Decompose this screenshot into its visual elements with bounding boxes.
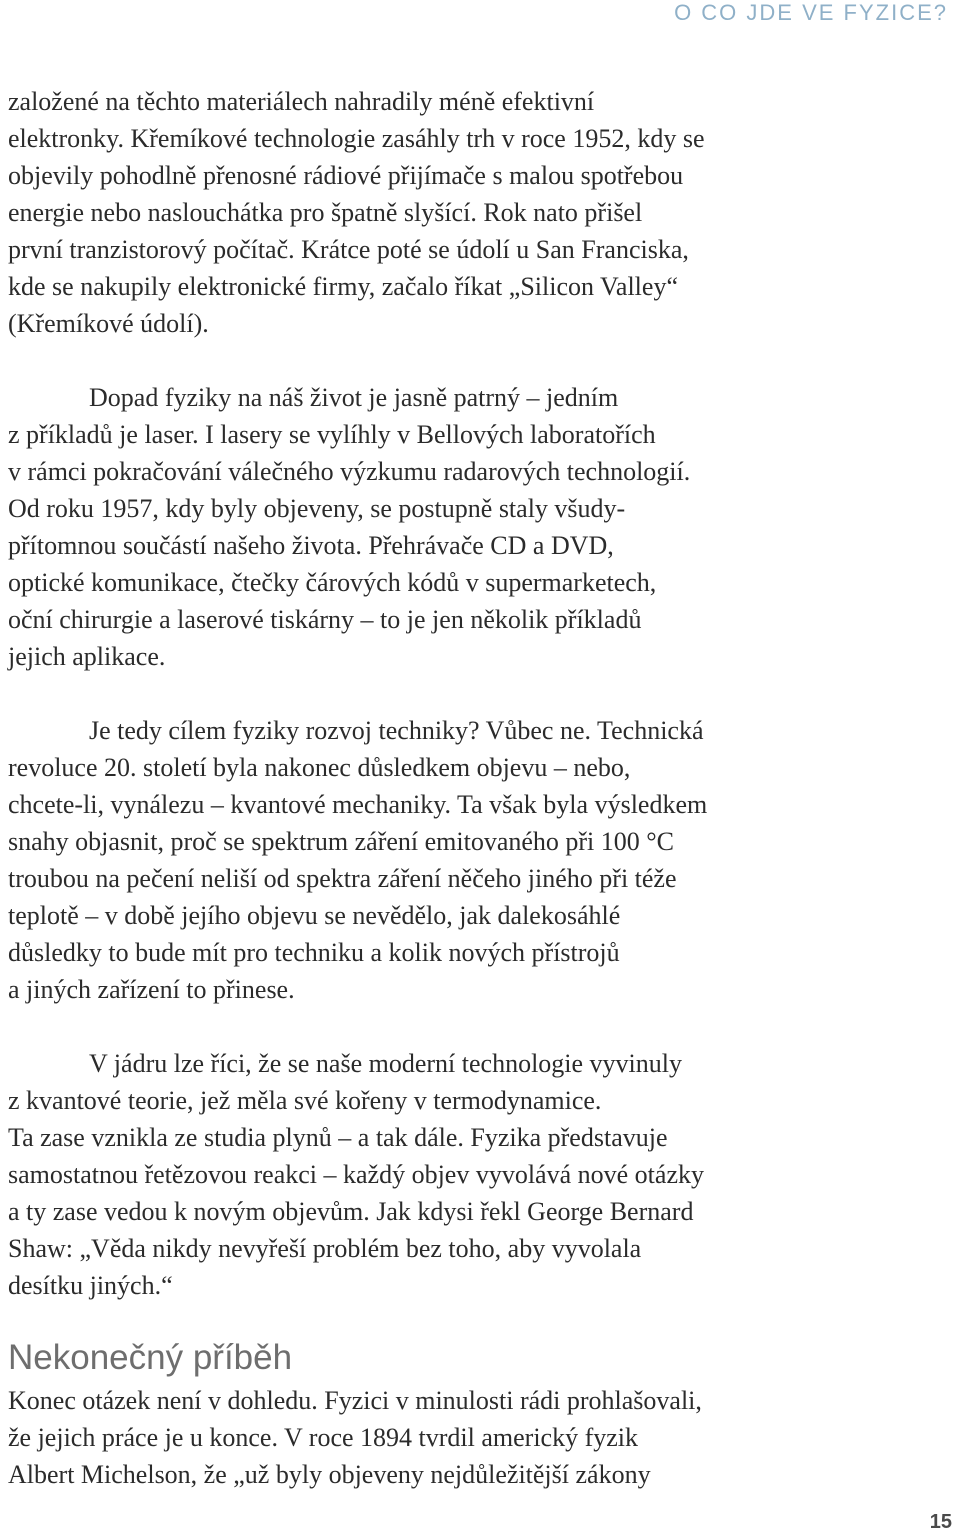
paragraph-endless-story [8, 1382, 948, 1493]
text-line: objevily pohodlně přenosné rádiové přijímače s malou spotřebou [8, 161, 684, 190]
text-line: z kvantové teorie, jež měla své kořeny v termodynamice. [8, 1086, 602, 1115]
text-line: (Křemíkové údolí). [8, 309, 209, 338]
section-heading: Nekonečný příběh [8, 1338, 293, 1377]
text-line: v rámci pokračování válečného výzkumu radarových technologií. [8, 457, 691, 486]
text-line: přítomnou součástí našeho života. Přehrávače CD a DVD, [8, 531, 614, 560]
text-line: důsledky to bude mít pro techniku a kolik nových přístrojů [8, 938, 620, 967]
text-line: Dopad fyziky na náš život je jasně patrný – jedním [89, 383, 619, 412]
page-number: 15 [929, 1511, 952, 1533]
page-body [8, 83, 948, 1493]
text-line: chcete-li, vynálezu – kvantové mechaniky. Ta však byla výsledkem [8, 790, 708, 819]
text-line: optické komunikace, čtečky čárových kódů v supermarketech, [8, 568, 657, 597]
paragraph-gap [8, 1008, 948, 1045]
text-line: desítku jiných.“ [8, 1271, 173, 1300]
text-line: Albert Michelson, že „už byly objeveny nejdůležitější zákony [8, 1460, 651, 1489]
paragraph-gap [8, 342, 948, 379]
text-line: V jádru lze říci, že se naše moderní technologie vyvinuly [89, 1049, 682, 1078]
paragraph-silicon-valley [8, 83, 948, 342]
text-line: a ty zase vedou k novým objevům. Jak kdysi řekl George Bernard [8, 1197, 694, 1226]
paragraph-quantum-mechanics [8, 712, 948, 1008]
text-line: první tranzistorový počítač. Krátce poté se údolí u San Franciska, [8, 235, 689, 264]
text-line: z příkladů je laser. I lasery se vylíhly v Bellových laboratořích [8, 420, 656, 449]
paragraph-chain-reaction [8, 1045, 948, 1304]
text-line: oční chirurgie a laserové tiskárny – to je jen několik příkladů [8, 605, 642, 634]
text-line: kde se nakupily elektronické firmy, začalo říkat „Silicon Valley“ [8, 272, 678, 301]
text-line: snahy objasnit, proč se spektrum záření emitovaného při 100 °C [8, 827, 675, 856]
running-header: O CO JDE VE FYZICE? [674, 0, 948, 25]
text-line: revoluce 20. století byla nakonec důsledkem objevu – nebo, [8, 753, 631, 782]
text-line: Konec otázek není v dohledu. Fyzici v minulosti rádi prohlašovali, [8, 1386, 702, 1415]
text-line: Je tedy cílem fyziky rozvoj techniky? Vůbec ne. Technická [89, 716, 704, 745]
paragraph-gap [8, 675, 948, 712]
text-line: že jejich práce je u konce. V roce 1894 tvrdil americký fyzik [8, 1423, 639, 1452]
paragraph-laser [8, 379, 948, 675]
text-line: elektronky. Křemíkové technologie zasáhly trh v roce 1952, kdy se [8, 124, 705, 153]
text-line: teplotě – v době jejího objevu se nevědělo, jak dalekosáhlé [8, 901, 621, 930]
text-line: energie nebo naslouchátka pro špatně slyšící. Rok nato přišel [8, 198, 643, 227]
text-line: Od roku 1957, kdy byly objeveny, se postupně staly všudy- [8, 494, 626, 523]
text-line: Ta zase vznikla ze studia plynů – a tak dále. Fyzika představuje [8, 1123, 668, 1152]
text-line: samostatnou řetězovou reakci – každý objev vyvolává nové otázky [8, 1160, 704, 1189]
text-line: a jiných zařízení to přinese. [8, 975, 295, 1004]
text-line: jejich aplikace. [8, 642, 166, 671]
text-line: Shaw: „Věda nikdy nevyřeší problém bez toho, aby vyvolala [8, 1234, 642, 1263]
text-line: založené na těchto materiálech nahradily méně efektivní [8, 87, 595, 116]
text-line: troubou na pečení neliší od spektra záření něčeho jiného při téže [8, 864, 677, 893]
